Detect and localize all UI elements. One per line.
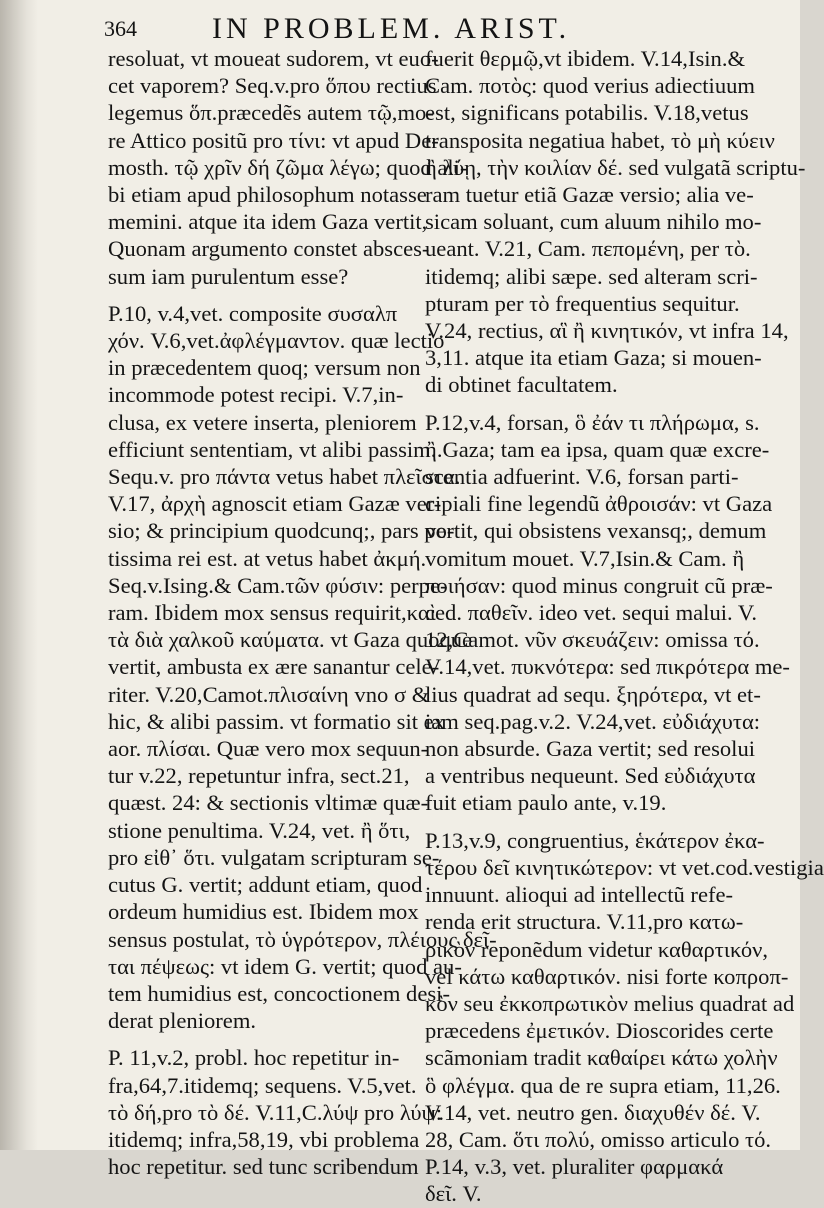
- text-line: tem humidius est, concoctionem desi-: [108, 980, 450, 1006]
- text-line: cutus G. vertit; addunt etiam, quod: [108, 872, 423, 898]
- text-line: ram. Ibidem mox sensus requirit,καὶ: [108, 600, 436, 626]
- text-line: legemus ὅπ.præcedẽs autem τῷ,mo-: [108, 100, 434, 126]
- text-line: δεῖ. V.: [425, 1181, 482, 1207]
- text-line: V.14, vet. neutro gen. διαχυθέν δέ. V.: [425, 1099, 761, 1125]
- text-line: clusa, ex vetere inserta, pleniorem: [108, 409, 417, 435]
- text-line: V.14,vet. πυκνότερα: sed πικρότερα me-: [425, 654, 790, 680]
- text-line: vel κάτω καθαρτικόν. nisi forte κοπροπ-: [425, 963, 789, 989]
- text-line: itidemq; alibi sæpe. sed alteram scri-: [425, 263, 758, 289]
- text-line: P.12,v.4, forsan, ὃ ἐάν τι πλήρωμα, s.: [425, 409, 760, 435]
- text-line: fuit etiam paulo ante, v.19.: [425, 790, 667, 816]
- paragraph-gap: [425, 817, 732, 827]
- text-line: ueant. V.21, Cam. πεπομένη, per τὸ.: [425, 236, 751, 262]
- text-line: κὸν seu ἐκκοπρωτικὸν melius quadrat ad: [425, 990, 795, 1016]
- text-line: cipiali fine legendũ ἀθροισάν: vt Gaza: [425, 491, 773, 517]
- text-line: V.17, ἀρχὴ agnoscit etiam Gazæ ver-: [108, 491, 442, 517]
- left-column: [108, 45, 497, 1180]
- running-head: IN PROBLEM. ARIST.: [212, 12, 571, 45]
- scan-shadow: [0, 0, 38, 1150]
- text-line: derat pleniorem.: [108, 1008, 257, 1034]
- text-line: vertit, ambusta ex ære sanantur cele-: [108, 654, 440, 680]
- text-line: ordeum humidius est. Ibidem mox: [108, 899, 419, 925]
- text-line: τὸ δή,pro τὸ δέ. V.11,C.λύψ pro λύψ:: [108, 1099, 442, 1125]
- text-line: V.24, rectius, αἳ ἢ κινητικόν, vt infra 14,: [425, 318, 789, 344]
- text-line: lius quadrat ad sequ. ξηρότερα, vt et-: [425, 681, 761, 707]
- text-line: sum iam purulentum esse?: [108, 263, 349, 289]
- text-line: fuerit θερμῷ,vt ibidem. V.14,Isin.&: [425, 46, 746, 71]
- text-line: sio; & principium quodcunq;, pars po-: [108, 518, 455, 544]
- paragraph-gap: [108, 290, 413, 300]
- text-line: tissima rei est. at vetus habet ἀκμή.: [108, 545, 427, 571]
- text-line: 3,11. atque ita etiam Gaza; si mouen-: [425, 345, 762, 371]
- page-header: [102, 12, 762, 48]
- text-line: ram tuetur etiã Gazæ versio; alia ve-: [425, 182, 754, 208]
- text-line: resoluat, vt moueat sudorem, vt euo-: [108, 46, 439, 71]
- text-line: ται πέψεως: vt idem G. vertit; quod au-: [108, 953, 462, 979]
- text-line: Cam. ποτὸς: quod verius adiectiuum: [425, 73, 756, 99]
- text-line: renda erit structura. V.11,pro κατω-: [425, 909, 744, 935]
- paragraph-gap: [108, 1034, 413, 1044]
- text-line: memini. atque ita idem Gaza vertit,: [108, 209, 428, 235]
- text-line: ἢ.Gaza; tam ea ipsa, quam quæ excre-: [425, 436, 770, 462]
- text-line: Quonam argumento constet absces-: [108, 236, 430, 262]
- text-line: P.14, v.3, vet. pluraliter φαρμακά: [425, 1154, 724, 1180]
- text-line: fra,64,7.itidemq; sequens. V.5,vet.: [108, 1072, 417, 1098]
- text-line: in præcedentem quoq; versum non: [108, 355, 421, 381]
- text-line: 28, Cam. ὅτι πολύ, omisso articulo τό.: [425, 1126, 772, 1152]
- text-line: τέρου δεῖ κινητικώτερον: vt vet.cod.vestigia: [425, 854, 824, 880]
- text-line: est, significans potabilis. V.18,vetus: [425, 100, 749, 126]
- text-line: vertit, qui obsistens vexansq;, demum: [425, 518, 767, 544]
- text-line: non absurde. Gaza vertit; sed resolui: [425, 736, 756, 762]
- text-line: scãmoniam tradit καθαίρει κάτω χολὴν: [425, 1045, 778, 1071]
- text-line: hoc repetitur. sed tunc scribendum: [108, 1154, 419, 1180]
- text-line: P.13,v.9, congruentius, ἑκάτερον ἐκα-: [425, 827, 765, 853]
- text-line: hic, & alibi passim. vt formatio sit ex: [108, 708, 445, 734]
- text-line: incommode potest recipi. V.7,in-: [108, 382, 404, 408]
- text-line: iam seq.pag.v.2. V.24,vet. εὐδιάχυτα:: [425, 708, 761, 734]
- text-line: tur v.22, repetuntur infra, sect.21,: [108, 763, 410, 789]
- text-line: riter. V.20,Camot.πλισαίνη vno σ &: [108, 681, 430, 707]
- text-line: pturam per τὸ frequentius sequitur.: [425, 290, 740, 316]
- text-line: itidemq; infra,58,19, vbi problema: [108, 1126, 420, 1152]
- text-line: sicam soluant, cum aluum nihilo mo-: [425, 209, 762, 235]
- text-line: quæst. 24: & sectionis vltimæ quæ-: [108, 790, 429, 816]
- text-line: cet vaporem? Seq.v.pro ὅπου rectius: [108, 73, 437, 99]
- text-line: pro εἰθ᾽ ὅτι. vulgatam scripturam se-: [108, 844, 440, 870]
- text-line: transposita negatiua habet, τὸ μὴ κύειν: [425, 127, 775, 153]
- text-line: ρικὸν reponẽdum videtur καθαρτικόν,: [425, 936, 768, 962]
- text-line: stione penultima. V.24, vet. ἢ ὅτι,: [108, 817, 411, 843]
- text-line: innuunt. alioqui ad intellectũ refe-: [425, 882, 734, 908]
- text-line: vomitum mouet. V.7,Isin.& Cam. ἢ: [425, 545, 745, 571]
- text-line: ποιήσαν: quod minus congruit cũ præ-: [425, 572, 773, 598]
- text-line: sensus postulat, τὸ ὑγρότερον, πλέιους δεῖ-: [108, 926, 497, 952]
- text-line: P. 11,v.2, probl. hoc repetitur in-: [108, 1045, 400, 1071]
- text-line: re Attico positũ pro τίνι: vt apud De-: [108, 127, 439, 153]
- text-line: a ventribus nequeunt. Sed εὐδιάχυτα: [425, 763, 756, 789]
- text-line: bi etiam apud philosophum notasse: [108, 182, 427, 208]
- text-line: aor. πλίσαι. Quæ vero mox sequun-: [108, 736, 429, 762]
- text-line: ced. παθεῖν. ideo vet. sequi malui. V.: [425, 600, 757, 626]
- text-line: Sequ.v. pro πάντα vetus habet πλεῖστα.: [108, 464, 461, 490]
- text-line: P.10, v.4,vet. composite συσαλπ: [108, 300, 398, 326]
- text-line: præcedens ἐμετικόν. Dioscorides certe: [425, 1018, 774, 1044]
- text-line: ὃ φλέγμα. qua de re supra etiam, 11,26.: [425, 1072, 781, 1098]
- paragraph-gap: [425, 399, 732, 409]
- text-line: χόν. V.6,vet.ἀφλέγμαντον. quæ lectio: [108, 328, 445, 354]
- text-line: di obtinet facultatem.: [425, 372, 618, 398]
- page-number: 364: [104, 16, 137, 41]
- text-line: mosth. τῷ χρῖν δή ζῶμα λέγω; quod ali-: [108, 154, 468, 180]
- text-line: efficiunt sententiam, vt alibi passim.: [108, 436, 437, 462]
- text-line: τὰ διὰ χαλκοῦ καύματα. vt Gaza quoque: [108, 627, 473, 653]
- right-column: [425, 45, 824, 1207]
- text-line: Seq.v.Ising.& Cam.τῶν φύσιν: perpe-: [108, 572, 448, 598]
- text-line: 12,Camot. νῦν σκευάζειν: omissa τό.: [425, 627, 760, 653]
- text-line: ἢ λύῃ, τὴν κοιλίαν δέ. sed vulgatã scriptu-: [425, 154, 806, 180]
- text-line: scentia adfuerint. V.6, forsan parti-: [425, 464, 739, 490]
